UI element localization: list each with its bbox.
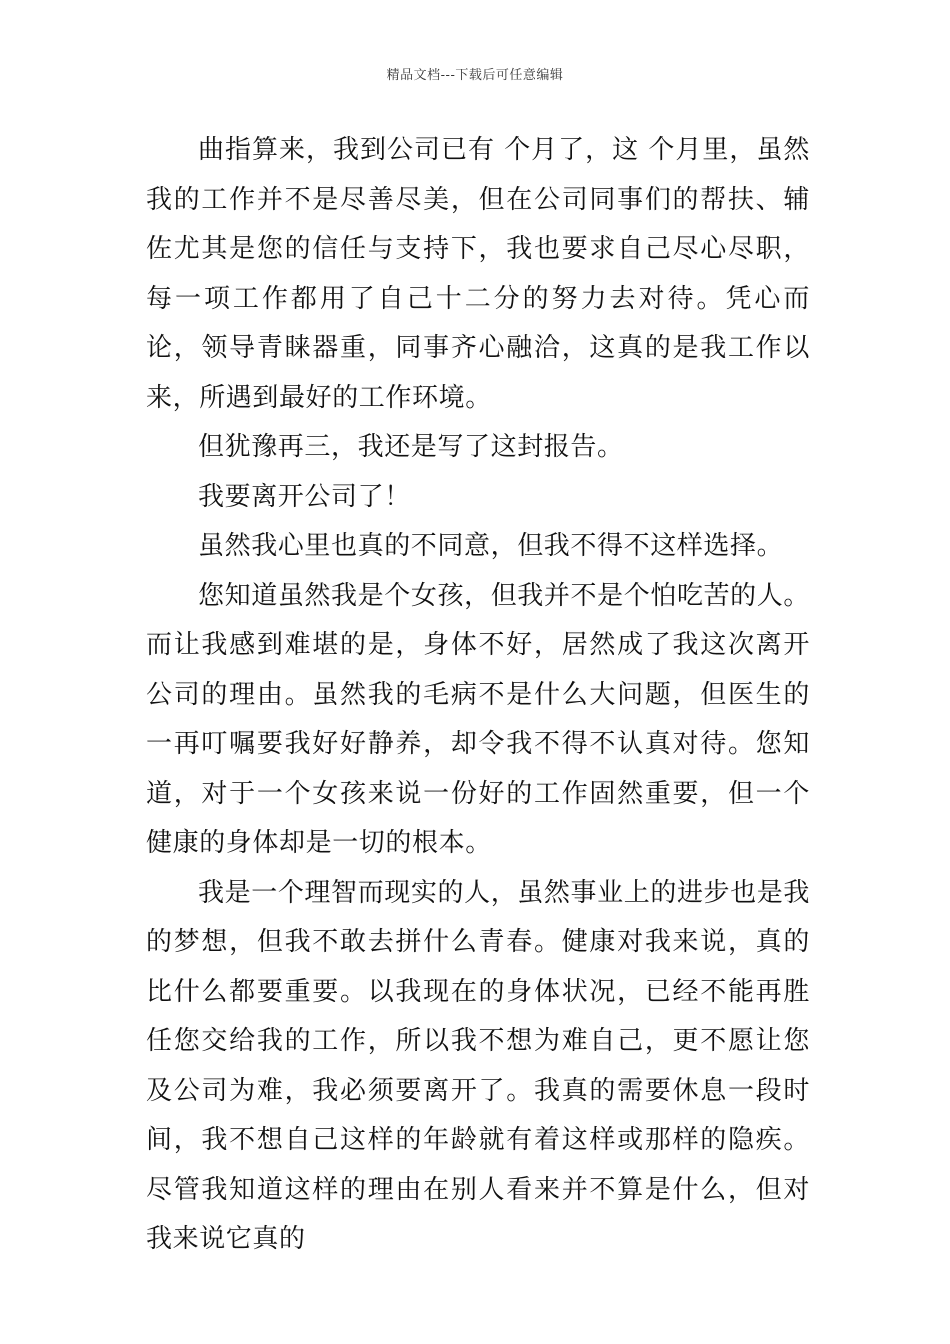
document-body bbox=[146, 126, 810, 1265]
paragraph: 我要离开公司了！ bbox=[198, 481, 411, 512]
paragraph: 但犹豫再三，我还是写了这封报告。 bbox=[198, 432, 624, 462]
paragraph: 曲指算来，我到公司已有 个月了，这 个月里，虽然我的工作并不是尽善尽美，但在公司同事们的帮扶、辅佐尤其是您的信任与支持下，我也要求自己尽心尽职，每一项工作都用了自己十二分的努力去对待。凭心而论，领导青睐器重，同事齐心融洽，这真的是我工作以来，所遇到最好的工作环境。 bbox=[146, 135, 810, 413]
paragraph: 虽然我心里也真的不同意，但我不得不这样选择。 bbox=[198, 531, 784, 561]
paragraph: 您知道虽然我是个女孩，但我并不是个怕吃苦的人。而让我感到难堪的是，身体不好，居然成了我这次离开公司的理由。虽然我的毛病不是什么大问题，但医生的一再叮嘱要我好好静养，却令我不得不认真对待。您知道，对于一个女孩来说一份好的工作固然重要，但一个健康的身体却是一切的根本。 bbox=[146, 580, 810, 858]
page-header: 精品文档---下载后可任意编辑 bbox=[386, 68, 564, 83]
paragraph: 我是一个理智而现实的人，虽然事业上的进步也是我的梦想，但我不敢去拼什么青春。健康对我来说，真的比什么都要重要。以我现在的身体状况，已经不能再胜任您交给我的工作，所以我不想为难自己，更不愿让您及公司为难，我必须要离开了。我真的需要休息一段时间，我不想自己这样的年龄就有着这样或那样的隐疾。尽管我知道这样的理由在别人看来并不算是什么，但对我来说它真的 bbox=[146, 877, 810, 1254]
